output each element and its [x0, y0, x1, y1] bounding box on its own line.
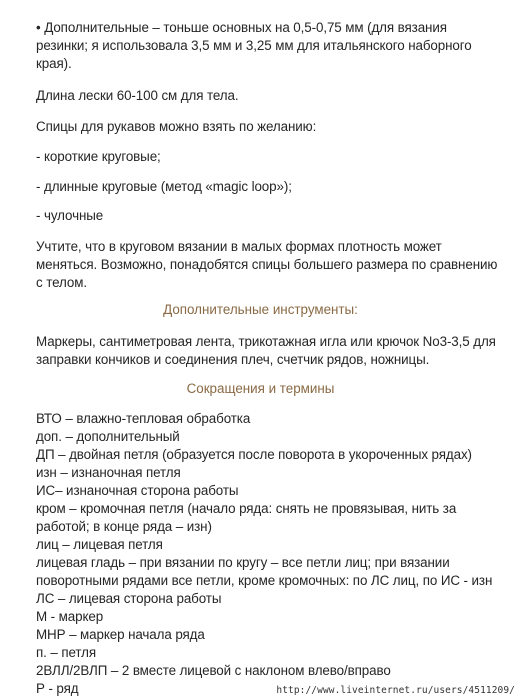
- abbreviation-item: ДП – двойная петля (образуется после поворота в укороченных рядах): [36, 447, 472, 462]
- abbreviation-item: ЛС – лицевая сторона работы: [36, 591, 222, 606]
- gauge-note-line-2: меняться. Возможно, понадобятся спицы большего размера по сравнению: [36, 257, 498, 272]
- abbreviation-item: изн – изнаночная петля: [36, 465, 181, 480]
- extra-needles-line-1: • Дополнительные – тоньше основных на 0,5-0,75 мм (для вязания: [36, 20, 447, 35]
- extra-needles-line-2: резинки; я использовала 3,5 мм и 3,25 мм для итальянского наборного: [36, 38, 472, 53]
- cable-length-text: Длина лески 60-100 см для тела.: [36, 88, 239, 103]
- abbreviation-item: ВТО – влажно-тепловая обработка: [36, 411, 251, 426]
- option-dpn: - чулочные: [36, 208, 104, 223]
- watermark-url: http://www.liveinternet.ru/users/4511209/: [276, 685, 515, 696]
- abbreviation-item: Р - ряд: [36, 681, 79, 696]
- abbreviations-heading: Сокращения и термины: [186, 381, 335, 396]
- extra-needles-line-3: края).: [36, 56, 72, 71]
- gauge-note-line-1: Учтите, что в круговом вязании в малых формах плотность может: [36, 239, 442, 254]
- tools-line-2: заправки кончиков и соединения плеч, счетчик рядов, ножницы.: [36, 352, 430, 367]
- abbreviation-item: кром – кромочная петля (начало ряда: снять не провязывая, нить за: [36, 501, 457, 516]
- abbreviation-item: работой; в конце ряда – изн): [36, 519, 212, 534]
- gauge-note-line-3: с телом.: [36, 275, 87, 290]
- abbreviation-item: поворотными рядами все петли, кроме кромочных: по ЛС лиц, по ИС - изн: [36, 573, 493, 588]
- abbreviation-item: лицевая гладь – при вязании по кругу – все петли лиц; при вязании: [36, 555, 450, 570]
- abbreviation-item: п. – петля: [36, 645, 97, 660]
- abbreviation-item: МНР – маркер начала ряда: [36, 627, 205, 642]
- abbreviation-item: ИС– изнаночная сторона работы: [36, 483, 239, 498]
- option-long-circular: - длинные круговые (метод «magic loop»);: [36, 179, 292, 194]
- option-short-circular: - короткие круговые;: [36, 149, 161, 164]
- abbreviation-item: М - маркер: [36, 609, 104, 624]
- tools-line-1: Маркеры, сантиметровая лента, трикотажная игла или крючок No3-3,5 для: [36, 334, 496, 349]
- abbreviation-item: 2ВЛЛ/2ВЛП – 2 вместе лицевой с наклоном влево/вправо: [36, 663, 391, 678]
- sleeve-needles-text: Спицы для рукавов можно взять по желанию:: [36, 119, 317, 134]
- tools-heading: Дополнительные инструменты:: [163, 302, 358, 317]
- abbreviation-item: доп. – дополнительный: [36, 429, 180, 444]
- abbreviation-item: лиц – лицевая петля: [36, 537, 163, 552]
